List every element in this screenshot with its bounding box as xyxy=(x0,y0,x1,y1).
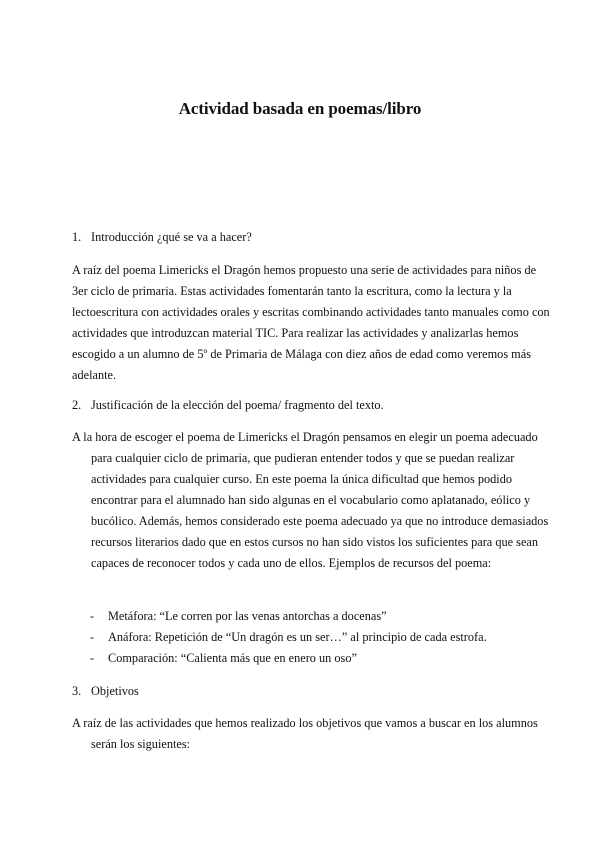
section-heading-objetivos xyxy=(72,683,139,699)
list-item xyxy=(90,648,487,669)
list-item-text: Metáfora: “Le corren por las venas antorchas a docenas” xyxy=(108,609,387,623)
bullet-marker: - xyxy=(90,609,95,623)
section-number: 1. xyxy=(72,230,82,244)
list-item xyxy=(90,606,487,627)
bullet-list-recursos xyxy=(90,606,487,669)
section-heading-text: Introducción ¿qué se va a hacer? xyxy=(91,230,252,244)
list-item-text: Anáfora: Repetición de “Un dragón es un ser…” al principio de cada estrofa. xyxy=(108,630,487,644)
bullet-marker: - xyxy=(90,651,95,665)
list-item-text: Comparación: “Calienta más que en enero un oso” xyxy=(108,651,357,665)
section-paragraph-objetivos: A raíz de las actividades que hemos realizado los objetivos que vamos a buscar en los alumnos serán los siguientes: xyxy=(72,716,538,751)
section-paragraph-introduccion: A raíz del poema Limericks el Dragón hemos propuesto una serie de actividades para niños de 3er ciclo de primaria. Estas actividades fomentarán tanto la escritura, como la lectura y la lectoescritura con actividades orales y escritas combinando actividades tanto manuales como con actividades que introduzcan material TIC. Para realizar las actividades y analizarlas hemos escogido a un alumno de 5º de Primaria de Málaga con diez años de edad como veremos más adelante. xyxy=(72,263,550,382)
bullet-marker: - xyxy=(90,630,95,644)
section-number: 2. xyxy=(72,398,82,412)
section-heading-text: Objetivos xyxy=(91,684,139,698)
section-paragraph-justificacion: A la hora de escoger el poema de Limericks el Dragón pensamos en elegir un poema adecuado para cualquier ciclo de primaria, que pudieran entender todos y que se puedan realizar actividades para cualquier curso. En este poema la única dificultad que hemos podido encontrar para el alumnado han sido algunas en el vocabulario como aplatanado, eólico y bucólico. Además, hemos considerado este poema adecuado ya que no introduce demasiados recursos literarios dado que en estos cursos no han sido vistos los suficientes para que sean capaces de reconocer todos y cada uno de ellos. Ejemplos de recursos del poema: xyxy=(72,430,549,570)
section-heading-text: Justificación de la elección del poema/ fragmento del texto. xyxy=(91,398,384,412)
section-heading-justificacion xyxy=(72,397,384,413)
list-item xyxy=(90,627,487,648)
section-heading-introduccion xyxy=(72,229,252,245)
section-number: 3. xyxy=(72,684,82,698)
document-title: Actividad basada en poemas/libro xyxy=(178,99,422,118)
